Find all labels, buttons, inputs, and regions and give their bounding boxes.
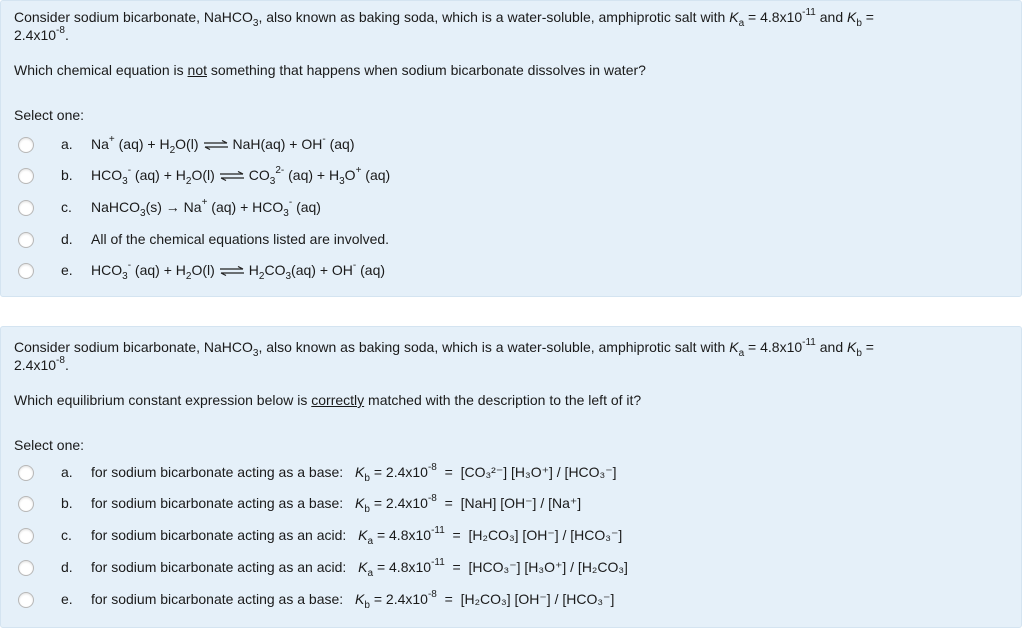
subscript: 3 xyxy=(283,208,289,219)
q2-option-e[interactable] xyxy=(1,588,1001,612)
radio-button[interactable] xyxy=(18,592,34,608)
eq-text: (aq) + H xyxy=(114,136,170,152)
option-description: for sodium bicarbonate acting as an acid: xyxy=(91,527,351,543)
select-one-label: Select one: xyxy=(14,437,85,453)
eq-text: NaHCO xyxy=(91,199,141,215)
equilibrium-expression: = [H₂CO₃] [OH⁻] / [HCO₃⁻] xyxy=(444,527,623,543)
option-letter: c. xyxy=(61,199,72,215)
q1-option-a[interactable] xyxy=(1,133,1001,157)
option-letter: b. xyxy=(61,167,73,183)
option-equation xyxy=(91,134,355,156)
ka-symbol: K xyxy=(729,9,739,25)
question-2-panel xyxy=(0,326,1022,628)
eq-text: O xyxy=(344,167,356,183)
subscript: a xyxy=(367,568,374,579)
charge: + xyxy=(355,165,362,176)
eq-text: HCO xyxy=(91,167,123,183)
option-letter: e. xyxy=(61,262,73,278)
exponent: -11 xyxy=(431,525,445,536)
equilibrium-arrow-icon xyxy=(219,266,245,276)
q1-option-b[interactable] xyxy=(1,164,1001,188)
q2-option-d[interactable] xyxy=(1,556,1001,580)
eq-text: NaH(aq) + OH xyxy=(232,136,323,152)
equilibrium-arrow-icon xyxy=(219,171,245,181)
exponent: -8 xyxy=(56,25,65,36)
stem-text: , also known as baking soda, which is a water-soluble, amphiprotic salt with xyxy=(258,9,730,25)
question-2-prompt xyxy=(14,392,641,408)
option-expression xyxy=(91,589,615,611)
option-description: for sodium bicarbonate acting as a base: xyxy=(91,464,348,480)
prompt-text: Which chemical equation is xyxy=(14,62,188,78)
prompt-emphasis: not xyxy=(187,62,207,78)
q2-option-c[interactable] xyxy=(1,524,1001,548)
prompt-text: matched with the description to the left of it? xyxy=(364,392,642,408)
eq-text: (aq) + OH xyxy=(291,262,353,278)
option-text: All of the chemical equations listed are involved. xyxy=(91,231,390,247)
option-equation xyxy=(91,165,391,187)
radio-button[interactable] xyxy=(18,200,34,216)
ka-symbol: K xyxy=(729,339,739,355)
radio-button[interactable] xyxy=(18,168,34,184)
eq-text: O(l) xyxy=(175,136,199,152)
subscript: 3 xyxy=(122,176,128,187)
q1-option-c[interactable] xyxy=(1,196,1001,220)
k-symbol: K xyxy=(355,464,365,480)
option-description: for sodium bicarbonate acting as a base: xyxy=(91,591,348,607)
option-letter: e. xyxy=(61,591,73,607)
subscript: 3 xyxy=(252,348,259,359)
eq-text: (aq) xyxy=(361,167,391,183)
eq-text: (aq) + H xyxy=(284,167,340,183)
charge: - xyxy=(352,260,357,271)
question-1-panel xyxy=(0,0,1022,297)
subscript: b xyxy=(856,18,862,29)
subscript: b xyxy=(364,504,370,515)
radio-button[interactable] xyxy=(18,263,34,279)
stem-text: . xyxy=(64,27,69,43)
q2-option-a[interactable] xyxy=(1,461,1001,485)
k-symbol: K xyxy=(358,527,368,543)
ka-value: = 4.8x10 xyxy=(744,9,803,25)
kb-value: 2.4x10 xyxy=(14,27,57,43)
charge: 2- xyxy=(275,165,285,176)
prompt-text: Which equilibrium constant expression below is xyxy=(14,392,312,408)
radio-button[interactable] xyxy=(18,528,34,544)
subscript: b xyxy=(856,348,862,359)
subscript: 3 xyxy=(339,176,345,187)
k-value: = 4.8x10 xyxy=(373,559,432,575)
equilibrium-expression: = [HCO₃⁻] [H₃O⁺] / [H₂CO₃] xyxy=(444,559,628,575)
exponent: -11 xyxy=(802,337,816,348)
eq-text: CO xyxy=(264,262,286,278)
eq-text: HCO xyxy=(91,262,123,278)
k-value: = 2.4x10 xyxy=(369,464,428,480)
option-equation xyxy=(91,197,321,219)
k-symbol: K xyxy=(358,559,368,575)
subscript: 2 xyxy=(169,145,176,156)
eq-text: Na xyxy=(91,136,109,152)
k-symbol: K xyxy=(355,495,365,511)
subscript: 3 xyxy=(122,271,128,282)
eq-text: (s) → Na xyxy=(145,199,202,215)
select-one-label: Select one: xyxy=(14,107,85,123)
stem-text: and xyxy=(815,339,848,355)
eq-text: O(l) xyxy=(191,167,215,183)
k-value: = 2.4x10 xyxy=(369,591,428,607)
eq-text: (aq) xyxy=(356,262,386,278)
option-expression xyxy=(91,525,623,547)
radio-button[interactable] xyxy=(18,232,34,248)
stem-text: = xyxy=(861,339,874,355)
subscript: 3 xyxy=(140,208,146,219)
option-expression xyxy=(91,462,617,484)
question-2-stem xyxy=(14,338,1004,374)
subscript: 3 xyxy=(252,18,259,29)
k-value: = 2.4x10 xyxy=(369,495,428,511)
exponent: -8 xyxy=(427,589,437,600)
kb-symbol: K xyxy=(847,339,857,355)
option-letter: c. xyxy=(61,527,72,543)
equilibrium-arrow-icon xyxy=(203,140,229,150)
prompt-emphasis: correctly xyxy=(311,392,365,408)
option-expression xyxy=(91,557,628,579)
charge: + xyxy=(201,197,208,208)
eq-text: (aq) xyxy=(292,199,321,215)
stem-text: and xyxy=(815,9,848,25)
radio-button[interactable] xyxy=(18,496,34,512)
eq-text: (aq) + HCO xyxy=(207,199,284,215)
radio-button[interactable] xyxy=(18,465,34,481)
subscript: b xyxy=(364,473,370,484)
stem-text: Consider sodium bicarbonate, NaHCO xyxy=(14,9,253,25)
option-letter: a. xyxy=(61,136,73,152)
stem-text: . xyxy=(64,357,69,373)
equilibrium-expression: = [NaH] [OH⁻] / [Na⁺] xyxy=(436,495,582,511)
k-symbol: K xyxy=(355,591,365,607)
radio-button[interactable] xyxy=(18,137,34,153)
option-description: for sodium bicarbonate acting as an acid: xyxy=(91,559,351,575)
charge: - xyxy=(288,197,293,208)
subscript: a xyxy=(367,536,374,547)
eq-text: H xyxy=(248,262,259,278)
ka-value: = 4.8x10 xyxy=(744,339,803,355)
eq-text: (aq) + H xyxy=(131,262,186,278)
question-1-prompt xyxy=(14,62,646,78)
option-letter: d. xyxy=(61,231,73,247)
subscript: 2 xyxy=(258,271,265,282)
exponent: -8 xyxy=(56,355,65,366)
eq-text: O(l) xyxy=(191,262,215,278)
q1-option-d[interactable] xyxy=(1,228,1001,252)
eq-text: (aq) + H xyxy=(131,167,186,183)
exponent: -11 xyxy=(802,7,816,18)
subscript: a xyxy=(738,348,745,359)
exponent: -8 xyxy=(427,493,437,504)
option-letter: b. xyxy=(61,495,73,511)
k-value: = 4.8x10 xyxy=(373,527,432,543)
eq-text: CO xyxy=(248,167,270,183)
option-letter: d. xyxy=(61,559,73,575)
q2-option-b[interactable] xyxy=(1,492,1001,516)
subscript: b xyxy=(364,600,370,611)
kb-value: 2.4x10 xyxy=(14,357,57,373)
subscript: 2 xyxy=(185,271,192,282)
subscript: 3 xyxy=(269,176,276,187)
option-letter: a. xyxy=(61,464,73,480)
charge: + xyxy=(108,134,115,145)
option-equation xyxy=(91,260,386,282)
stem-text: = xyxy=(861,9,874,25)
exponent: -8 xyxy=(427,462,437,473)
kb-symbol: K xyxy=(847,9,857,25)
equilibrium-expression: = [H₂CO₃] [OH⁻] / [HCO₃⁻] xyxy=(436,591,615,607)
subscript: 3 xyxy=(285,271,292,282)
exponent: -11 xyxy=(431,557,445,568)
charge: - xyxy=(322,134,326,145)
charge: - xyxy=(127,260,132,271)
option-description: for sodium bicarbonate acting as a base: xyxy=(91,495,348,511)
q1-option-e[interactable] xyxy=(1,259,1001,283)
question-1-stem xyxy=(14,8,1004,44)
radio-button[interactable] xyxy=(18,560,34,576)
subscript: 2 xyxy=(185,176,192,187)
subscript: a xyxy=(738,18,745,29)
option-expression xyxy=(91,493,582,515)
stem-text: , also known as baking soda, which is a water-soluble, amphiprotic salt with xyxy=(258,339,730,355)
charge: - xyxy=(127,165,132,176)
eq-text: (aq) xyxy=(325,136,355,152)
equilibrium-expression: = [CO₃²⁻] [H₃O⁺] / [HCO₃⁻] xyxy=(436,464,617,480)
prompt-text: something that happens when sodium bicarbonate dissolves in water? xyxy=(207,62,646,78)
stem-text: Consider sodium bicarbonate, NaHCO xyxy=(14,339,253,355)
